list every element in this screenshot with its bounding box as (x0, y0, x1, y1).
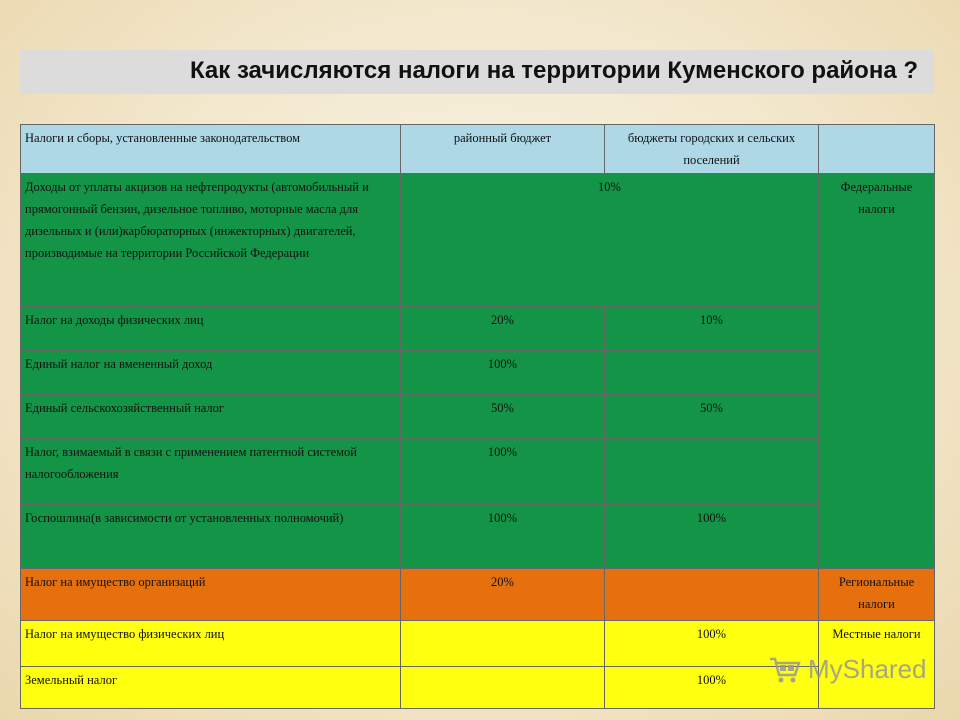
settlement-share: 100% (605, 505, 819, 569)
settlement-share: 50% (605, 395, 819, 439)
header-empty (819, 125, 935, 174)
title-bar (20, 50, 934, 94)
settlement-share (605, 439, 819, 505)
header-taxes: Налоги и сборы, установленные законодательством (21, 125, 401, 174)
table-row (21, 174, 935, 307)
district-share (401, 667, 605, 709)
watermark (768, 654, 927, 685)
tax-name: Единый сельскохозяйственный налог (21, 395, 401, 439)
table-row (21, 351, 935, 395)
settlement-share (605, 569, 819, 621)
tax-name: Налог на имущество физических лиц (21, 621, 401, 667)
district-share: 10% (401, 174, 819, 307)
tax-name: Госпошлина(в зависимости от установленных полномочий) (21, 505, 401, 569)
tax-name: Налог на доходы физических лиц (21, 307, 401, 351)
header-settlement-budgets: бюджеты городских и сельских поселений (605, 125, 819, 174)
district-share: 20% (401, 569, 605, 621)
settlement-share (605, 351, 819, 395)
table-row (21, 395, 935, 439)
district-share: 100% (401, 439, 605, 505)
group-local: Местные налоги (819, 621, 935, 709)
watermark-text: MyShared (808, 654, 927, 684)
settlement-share: 100% (605, 621, 819, 667)
table-row (21, 307, 935, 351)
district-share: 20% (401, 307, 605, 351)
district-share (401, 621, 605, 667)
table-row (21, 505, 935, 569)
tax-name: Единый налог на вмененный доход (21, 351, 401, 395)
tax-name: Налог, взимаемый в связи с применением патентной системой налогообложения (21, 439, 401, 505)
tax-name: Доходы от уплаты акцизов на нефтепродукты (автомобильный и прямогонный бензин, дизельное топливо, моторные масла для дизельных и (или)карбюраторных (инжекторных) двигателей, производимые на территории Российской Федерации (21, 174, 401, 307)
table-header-row (21, 125, 935, 174)
group-regional: Региональные налоги (819, 569, 935, 621)
table-row (21, 439, 935, 505)
page-title: Как зачисляются налоги на территории Куменского района ? (189, 57, 918, 84)
tax-name: Налог на имущество организаций (21, 569, 401, 621)
group-federal: Федеральные налоги (819, 174, 935, 569)
district-share: 100% (401, 351, 605, 395)
tax-name: Земельный налог (21, 667, 401, 709)
settlement-share: 10% (605, 307, 819, 351)
settlement-share: 100% (605, 667, 819, 709)
tax-table (20, 124, 935, 709)
table-row (21, 569, 935, 621)
header-district-budget: районный бюджет (401, 125, 605, 174)
cart-icon (768, 655, 802, 685)
district-share: 100% (401, 505, 605, 569)
district-share: 50% (401, 395, 605, 439)
